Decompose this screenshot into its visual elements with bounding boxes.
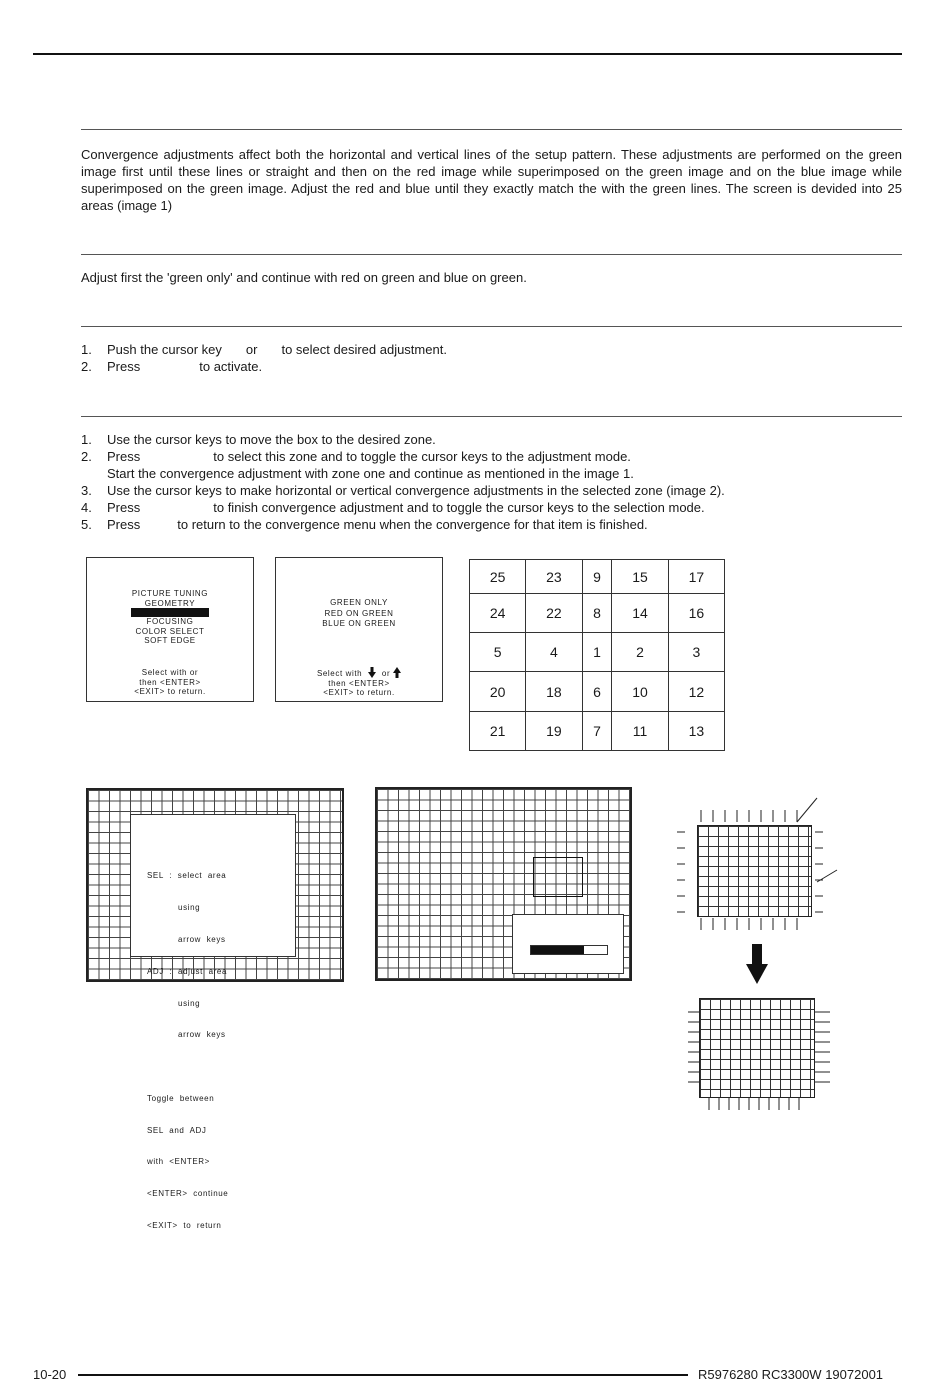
zone-cell[interactable]: 25	[470, 560, 526, 594]
zone-cell[interactable]: 13	[668, 712, 724, 751]
section-divider	[81, 129, 902, 130]
arrow-up-icon	[393, 667, 401, 678]
intro-paragraph: Convergence adjustments affect both the horizontal and vertical lines of the setup pattern. These adjustments are performed on the green image first until these lines or straight and then on the red image while superimposed on the green image and on the blue image while superimposed on the green image. Adjust the red and blue until they exactly match the with the green lines. The screen is devided into 25 areas (image 1)	[81, 147, 902, 213]
misconverged-grid	[697, 825, 812, 923]
zone-cell[interactable]: 6	[582, 672, 612, 712]
menu-item-selected-bar[interactable]	[131, 608, 209, 617]
grid-pattern-screen-help	[86, 788, 344, 1230]
footer-rule	[78, 1374, 688, 1376]
adjust-step-2: 2. Press to select this zone and to toggle the cursor keys to the adjustment mode.	[81, 449, 631, 464]
zone-cell[interactable]: 18	[526, 672, 582, 712]
grid-pattern-screen-adjust	[375, 787, 632, 981]
help-line: with <ENTER>	[147, 1157, 210, 1167]
help-line: using	[147, 998, 201, 1008]
select-step-2: 2. Press to activate.	[81, 359, 263, 374]
help-box	[130, 814, 296, 1230]
zone-cell[interactable]: 4	[526, 633, 582, 672]
adjust-step-2b: Start the convergence adjustment with zone one and continue as mentioned in the image 1.	[107, 466, 634, 481]
order-paragraph: Adjust first the 'green only' and continue with red on green and blue on green.	[81, 270, 527, 285]
zone-grid	[469, 559, 725, 751]
zone-cell[interactable]: 12	[668, 672, 724, 712]
zone-cell[interactable]: 11	[612, 712, 668, 751]
zone-cell[interactable]: 9	[582, 560, 612, 594]
converged-grid	[688, 998, 830, 1110]
grid-ticks	[688, 998, 830, 1110]
zone-cell[interactable]: 23	[526, 560, 582, 594]
convergence-menu-screen	[275, 557, 443, 702]
adjust-step-4: 4. Press to finish convergence adjustment and to toggle the cursor keys to the selection mode.	[81, 500, 705, 515]
top-rule	[33, 53, 902, 55]
offset-lines	[677, 810, 827, 930]
help-line: SEL and ADJ	[147, 1125, 207, 1135]
menu-hint: then <ENTER>	[328, 678, 390, 688]
zone-cell[interactable]: 24	[470, 594, 526, 633]
menu-item[interactable]: GREEN ONLY	[330, 598, 388, 607]
help-line: <EXIT> to return	[147, 1220, 222, 1230]
main-menu-screen	[86, 557, 254, 702]
adjust-step-1: 1. Use the cursor keys to move the box to the desired zone.	[81, 432, 436, 447]
adjust-progress-fill	[531, 946, 584, 954]
menu-item[interactable]: COLOR SELECT	[135, 626, 205, 636]
menu-item[interactable]: PICTURE TUNING	[131, 589, 209, 598]
help-line: arrow keys	[147, 934, 226, 944]
zone-cell[interactable]: 15	[612, 560, 668, 594]
adjust-step-3: 3. Use the cursor keys to make horizontal or vertical convergence adjustments in the selected zone (image 2).	[81, 483, 725, 498]
adjust-panel	[512, 914, 624, 974]
menu-hint: Select with or	[276, 667, 442, 679]
zone-cell[interactable]: 10	[612, 672, 668, 712]
selected-zone-box[interactable]	[533, 857, 583, 897]
help-line	[147, 1062, 295, 1073]
zone-cell[interactable]: 2	[612, 633, 668, 672]
zone-cell[interactable]: 20	[470, 672, 526, 712]
zone-cell[interactable]: 1	[582, 633, 612, 672]
section-divider	[81, 254, 902, 255]
menu-hint: <EXIT> to return.	[323, 688, 395, 697]
zone-cell[interactable]: 16	[668, 594, 724, 633]
page-number: 10-20	[33, 1367, 67, 1382]
zone-cell[interactable]: 5	[470, 633, 526, 672]
menu-hint: then <ENTER>	[139, 677, 201, 687]
help-line: <ENTER> continue	[147, 1189, 229, 1199]
section-divider	[81, 416, 902, 417]
arrow-down-icon	[368, 667, 376, 678]
help-line: using	[147, 903, 201, 913]
zone-cell[interactable]: 21	[470, 712, 526, 751]
menu-item[interactable]: FOCUSING	[146, 617, 194, 626]
zone-cell[interactable]: 19	[526, 712, 582, 751]
help-line: arrow keys	[147, 1030, 226, 1040]
help-line: Toggle between	[147, 1093, 215, 1103]
menu-hint: <EXIT> to return.	[134, 687, 206, 696]
menu-item[interactable]: RED ON GREEN	[324, 608, 394, 618]
zone-cell[interactable]: 22	[526, 594, 582, 633]
menu-item[interactable]: BLUE ON GREEN	[322, 619, 396, 628]
menu-hint: Select with or	[141, 668, 199, 677]
help-line: SEL : select area	[147, 871, 227, 881]
zone-cell[interactable]: 14	[612, 594, 668, 633]
document-id: R5976280 RC3300W 19072001	[698, 1367, 884, 1382]
zone-cell[interactable]: 7	[582, 712, 612, 751]
section-divider	[81, 326, 902, 327]
menu-item[interactable]: SOFT EDGE	[144, 636, 196, 645]
zone-cell[interactable]: 3	[668, 633, 724, 672]
menu-item[interactable]: GEOMETRY	[144, 598, 196, 608]
arrow-down-icon	[746, 944, 768, 984]
zone-cell[interactable]: 8	[582, 594, 612, 633]
help-line: ADJ : adjust area	[147, 966, 228, 976]
adjust-progress-bar[interactable]	[530, 945, 608, 955]
zone-cell[interactable]: 17	[668, 560, 724, 594]
select-step-1: 1. Push the cursor key or to select desired adjustment.	[81, 342, 447, 357]
adjust-step-5: 5. Press to return to the convergence menu when the convergence for that item is finished.	[81, 517, 648, 532]
